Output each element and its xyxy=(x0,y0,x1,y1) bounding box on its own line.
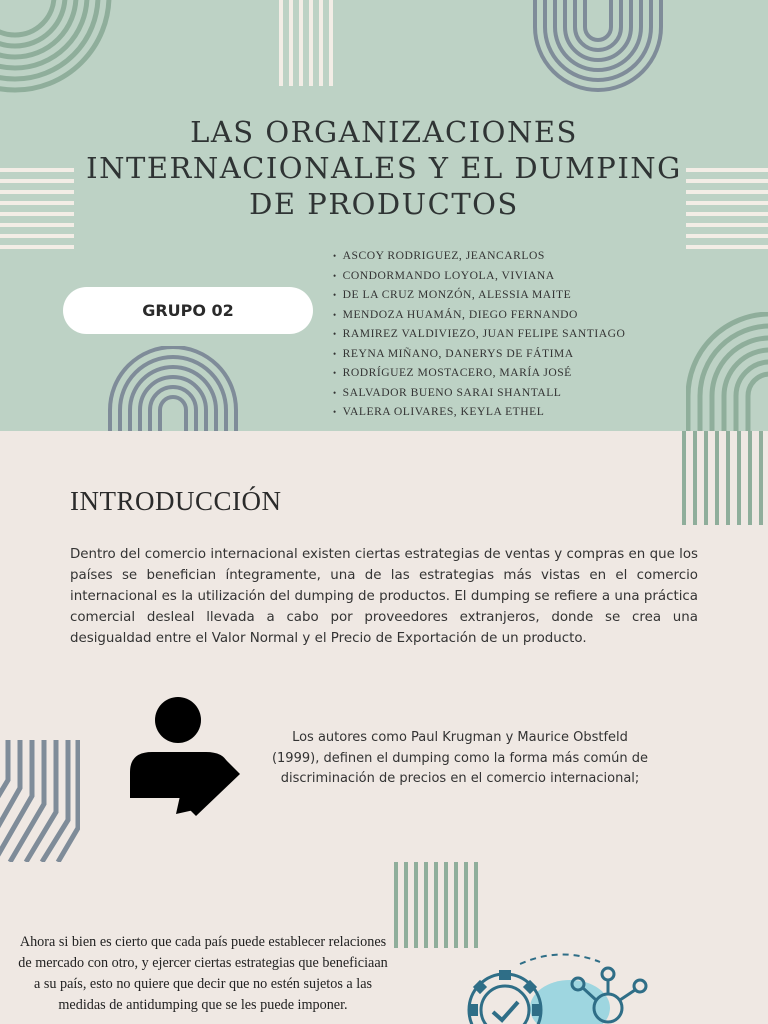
arch-decoration-bottom-left xyxy=(108,346,238,431)
member-item: • DE LA CRUZ MONZÓN, ALESSIA MAITE xyxy=(333,285,625,305)
member-item: • VALERA OLIVARES, KEYLA ETHEL xyxy=(333,402,625,422)
stripes-decoration-center xyxy=(394,862,478,948)
intro-paragraph: Dentro del comercio internacional existen ciertas estrategias de ventas y compras en que los países se benefician íntegramente, una de las estrategias más vistas en el comercio internacional es la utilización del dumping de productos. El dumping se refiere a una práctica comercial desleal llevada a cabo por proveedores extranjeros, donde se crea una desigualdad entre el Valor Normal y el Precio de Exportación de un producto. xyxy=(70,547,698,646)
arcs-decoration-top-left xyxy=(0,0,120,110)
member-item: • SALVADOR BUENO SARAI SHANTALL xyxy=(333,383,625,403)
gear-check-icon xyxy=(450,950,670,1024)
intro-heading: INTRODUCCIÓN xyxy=(70,486,282,516)
members-list xyxy=(333,246,625,422)
group-badge: GRUPO 02 xyxy=(63,287,313,334)
member-item: • CONDORMANDO LOYOLA, VIVIANA xyxy=(333,266,625,286)
member-item: • RODRÍGUEZ MOSTACERO, MARÍA JOSÉ xyxy=(333,363,625,383)
arch-decoration-right xyxy=(686,312,768,431)
member-item: • REYNA MIÑANO, DANERYS DE FÁTIMA xyxy=(333,344,625,364)
member-item: • RAMIREZ VALDIVIEZO, JUAN FELIPE SANTIAGO xyxy=(333,324,625,344)
stripes-decoration-top xyxy=(279,0,335,86)
member-item: • ASCOY RODRIGUEZ, JEANCARLOS xyxy=(333,246,625,266)
page-title: LAS ORGANIZACIONES INTERNACIONALES Y EL DUMPING DE PRODUCTOS xyxy=(86,115,682,221)
stripes-decoration-mid-right xyxy=(682,431,768,525)
stripes-decoration-diagonal xyxy=(0,740,80,862)
header-section xyxy=(0,0,768,431)
member-item: • MENDOZA HUAMÁN, DIEGO FERNANDO xyxy=(333,305,625,325)
user-edit-icon xyxy=(128,696,254,820)
bottom-paragraph: Ahora si bien es cierto que cada país puede establecer relaciones de mercado con otro, y ejercer ciertas estrategias que beneficiaan a su país, esto no quiere que decir que no estén sujetos a las medidas de antidumping que se les puede imponer. xyxy=(18,934,388,1013)
arch-decoration-top-right xyxy=(533,0,663,92)
quote-text: Los autores como Paul Krugman y Maurice Obstfeld (1999), definen el dumping como la forma más común de discriminación de precios en el comercio internacional; xyxy=(271,730,649,786)
